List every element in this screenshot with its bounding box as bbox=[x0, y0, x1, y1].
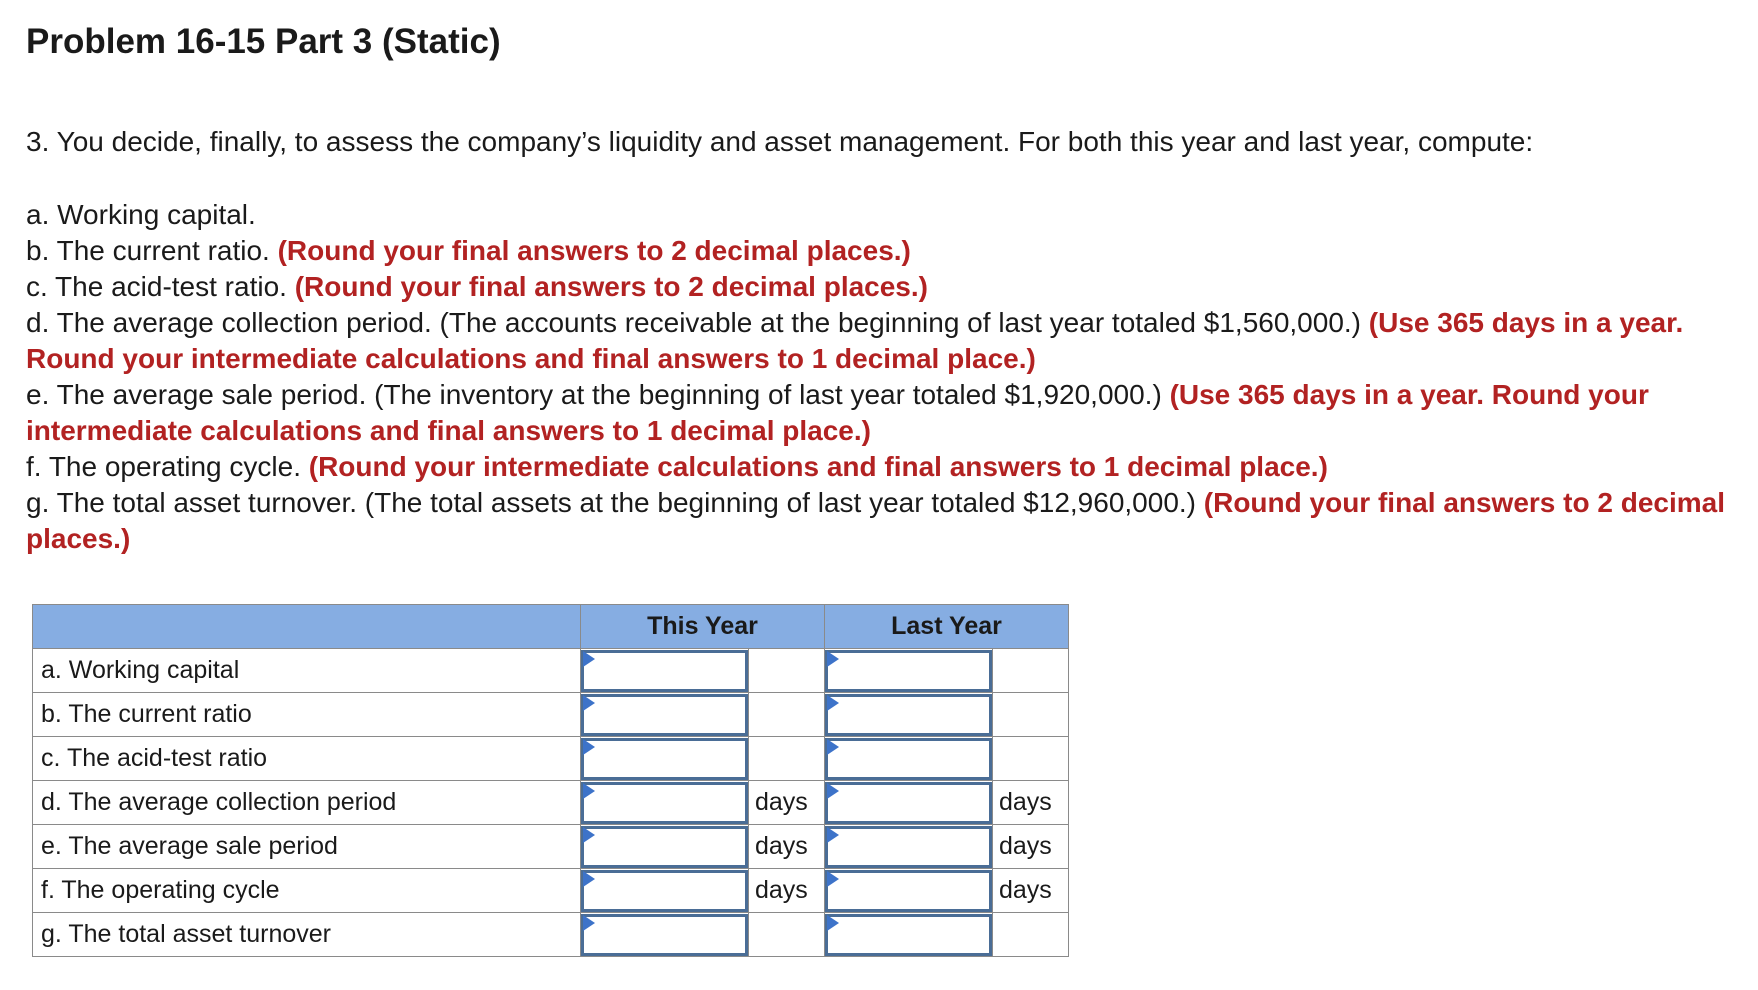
this-year-cell bbox=[581, 913, 749, 957]
this-year-cell bbox=[581, 737, 749, 781]
last-year-cell bbox=[825, 913, 993, 957]
table-row bbox=[33, 737, 1069, 781]
this-year-input-operating-cycle[interactable] bbox=[581, 870, 748, 912]
last-year-cell bbox=[825, 825, 993, 869]
this-year-input-total-asset-turnover[interactable] bbox=[581, 914, 748, 956]
this-year-cell bbox=[581, 693, 749, 737]
this-year-unit: days bbox=[749, 781, 825, 825]
last-year-input-current-ratio[interactable] bbox=[825, 694, 992, 736]
last-year-unit bbox=[993, 693, 1069, 737]
this-year-input-average-collection-period[interactable] bbox=[581, 782, 748, 824]
this-year-cell bbox=[581, 825, 749, 869]
requirement-d-hint: (Use 365 days in a year. Round your intermediate calculations and final answers to 1 decimal place.) bbox=[26, 307, 1684, 374]
requirement-f bbox=[26, 449, 1754, 485]
last-year-input-average-sale-period[interactable] bbox=[825, 826, 992, 868]
last-year-unit: days bbox=[993, 781, 1069, 825]
requirements-list bbox=[26, 197, 1754, 557]
table-row bbox=[33, 649, 1069, 693]
last-year-unit bbox=[993, 649, 1069, 693]
row-label: c. The acid-test ratio bbox=[33, 737, 581, 781]
table-row bbox=[33, 869, 1069, 913]
last-year-cell bbox=[825, 693, 993, 737]
table-row bbox=[33, 693, 1069, 737]
last-year-input-operating-cycle[interactable] bbox=[825, 870, 992, 912]
last-year-cell bbox=[825, 869, 993, 913]
row-label: g. The total asset turnover bbox=[33, 913, 581, 957]
this-year-cell bbox=[581, 869, 749, 913]
last-year-unit: days bbox=[993, 869, 1069, 913]
requirement-c-hint: (Round your final answers to 2 decimal places.) bbox=[294, 271, 928, 302]
this-year-input-current-ratio[interactable] bbox=[581, 694, 748, 736]
this-year-unit: days bbox=[749, 825, 825, 869]
requirement-b bbox=[26, 233, 1754, 269]
requirement-a bbox=[26, 197, 1754, 233]
requirement-a-text: a. Working capital. bbox=[26, 199, 256, 230]
last-year-input-working-capital[interactable] bbox=[825, 650, 992, 692]
this-year-input-acid-test-ratio[interactable] bbox=[581, 738, 748, 780]
requirement-d bbox=[26, 305, 1754, 377]
this-year-unit bbox=[749, 913, 825, 957]
this-year-cell bbox=[581, 649, 749, 693]
last-year-input-total-asset-turnover[interactable] bbox=[825, 914, 992, 956]
requirement-c bbox=[26, 269, 1754, 305]
requirement-c-text: c. The acid-test ratio. bbox=[26, 271, 287, 302]
this-year-unit bbox=[749, 649, 825, 693]
instructions-intro: 3. You decide, finally, to assess the company’s liquidity and asset management. For both this year and last year, compute: bbox=[26, 126, 1534, 157]
row-label: b. The current ratio bbox=[33, 693, 581, 737]
row-label: f. The operating cycle bbox=[33, 869, 581, 913]
row-label: e. The average sale period bbox=[33, 825, 581, 869]
requirement-f-hint: (Round your intermediate calculations and final answers to 1 decimal place.) bbox=[308, 451, 1328, 482]
this-year-unit bbox=[749, 737, 825, 781]
this-year-cell bbox=[581, 781, 749, 825]
this-year-input-average-sale-period[interactable] bbox=[581, 826, 748, 868]
last-year-cell bbox=[825, 781, 993, 825]
answer-table bbox=[32, 604, 1069, 957]
requirement-e-text: e. The average sale period. (The inventory at the beginning of last year totaled $1,920,000.) bbox=[26, 379, 1162, 410]
requirement-b-hint: (Round your final answers to 2 decimal places.) bbox=[277, 235, 911, 266]
table-row bbox=[33, 825, 1069, 869]
last-year-input-acid-test-ratio[interactable] bbox=[825, 738, 992, 780]
header-last-year: Last Year bbox=[825, 605, 1069, 649]
header-this-year: This Year bbox=[581, 605, 825, 649]
requirement-e-hint: (Use 365 days in a year. Round your intermediate calculations and final answers to 1 decimal place.) bbox=[26, 379, 1649, 446]
requirement-g bbox=[26, 485, 1754, 557]
last-year-cell bbox=[825, 737, 993, 781]
requirement-g-text: g. The total asset turnover. (The total assets at the beginning of last year totaled $12,960,000.) bbox=[26, 487, 1196, 518]
requirement-b-text: b. The current ratio. bbox=[26, 235, 270, 266]
page-title: Problem 16-15 Part 3 (Static) bbox=[26, 22, 501, 61]
last-year-unit bbox=[993, 737, 1069, 781]
requirement-f-text: f. The operating cycle. bbox=[26, 451, 301, 482]
row-label: a. Working capital bbox=[33, 649, 581, 693]
requirement-g-hint: (Round your final answers to 2 decimal places.) bbox=[26, 487, 1725, 554]
row-label: d. The average collection period bbox=[33, 781, 581, 825]
last-year-unit bbox=[993, 913, 1069, 957]
table-row bbox=[33, 781, 1069, 825]
this-year-unit bbox=[749, 693, 825, 737]
this-year-input-working-capital[interactable] bbox=[581, 650, 748, 692]
this-year-unit: days bbox=[749, 869, 825, 913]
requirement-d-text: d. The average collection period. (The accounts receivable at the beginning of last year totaled $1,560,000.) bbox=[26, 307, 1362, 338]
table-header-row bbox=[33, 605, 1069, 649]
last-year-cell bbox=[825, 649, 993, 693]
table-row bbox=[33, 913, 1069, 957]
last-year-unit: days bbox=[993, 825, 1069, 869]
requirement-e bbox=[26, 377, 1754, 449]
last-year-input-average-collection-period[interactable] bbox=[825, 782, 992, 824]
header-blank-cell bbox=[33, 605, 581, 649]
